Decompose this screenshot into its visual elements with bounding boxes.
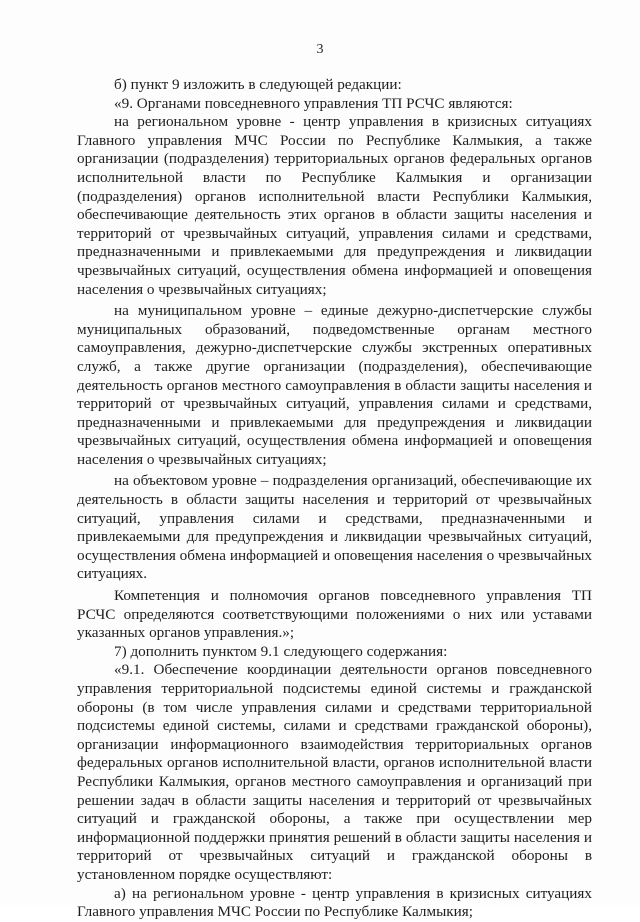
paragraph-subitem-a: а) на региональном уровне - центр управления в кризисных ситуациях Главного управления МЧС России по Республике Калмыкия; bbox=[77, 884, 592, 921]
paragraph-regional-level: на региональном уровне - центр управления в кризисных ситуациях Главного управления МЧС России по Республике Калмыкия, а также организации (подразделения) территориальных органов федеральных органов исполнительной власти по Республике Калмыкия и организации (подразделения) органов исполнительной власти Республики Калмыкия, обеспечивающие деятельность этих органов в области защиты населения и территорий от чрезвычайных ситуаций, управления силами и средствами, предназначенными и привлекаемыми для предупреждения и ликвидации чрезвычайных ситуаций, осуществления обмена информацией и оповещения населения о чрезвычайных ситуациях; bbox=[77, 113, 592, 298]
paragraph-amendment-6: б) пункт 9 изложить в следующей редакции: bbox=[114, 76, 402, 93]
page-number: 3 bbox=[316, 42, 324, 57]
paragraph-item-9-heading: «9. Органами повседневного управления ТП РСЧС являются: bbox=[114, 94, 513, 112]
paragraph-item-9-1: «9.1. Обеспечение координации деятельности органов повседневного управления территориальной подсистемы единой системы и гражданской обороны (в том числе управления силами и средствами территориальной подсистемы единой системы, силами и средствами гражданской обороны), организации информационного взаимодействия территориальных органов федеральных органов исполнительной власти, органов исполнительной власти Республики Калмыкия, органов местного самоуправления и организаций при решении задач в области защиты населения и территорий от чрезвычайных ситуаций и гражданской обороны, а также при осуществлении мер информационной поддержки принятия решений в области защиты населения и территорий от чрезвычайных ситуаций и гражданской обороны в установленном порядке осуществляют: bbox=[77, 661, 592, 883]
paragraph-municipal-level: на муниципальном уровне – единые дежурно-диспетчерские службы муниципальных образований, подведомственные органам местного самоуправления, дежурно-диспетчерские службы экстренных оперативных служб, а также другие организации (подразделения), обеспечивающие деятельность органов местного самоуправления в области защиты населения и территорий от чрезвычайных ситуаций, управления силами и средствами, предназначенными и привлекаемыми для предупреждения и ликвидации чрезвычайных ситуаций, осуществления обмена информацией и оповещения населения о чрезвычайных ситуациях; bbox=[77, 302, 592, 468]
paragraph-amendment-7: 7) дополнить пунктом 9.1 следующего содержания: bbox=[114, 642, 448, 660]
paragraph-competence: Компетенция и полномочия органов повседневного управления ТП РСЧС определяются соответствующими положениями о них или уставами указанных органов управления.»; bbox=[77, 587, 592, 642]
document-body bbox=[77, 76, 592, 922]
paragraph-object-level: на объектовом уровне – подразделения организаций, обеспечивающие их деятельность в области защиты населения и территорий от чрезвычайных ситуаций, управления силами и средствами, предназначенными и привлекаемыми для предупреждения и ликвидации чрезвычайных ситуаций, осуществления обмена информацией и оповещения населения о чрезвычайных ситуациях. bbox=[77, 472, 592, 583]
